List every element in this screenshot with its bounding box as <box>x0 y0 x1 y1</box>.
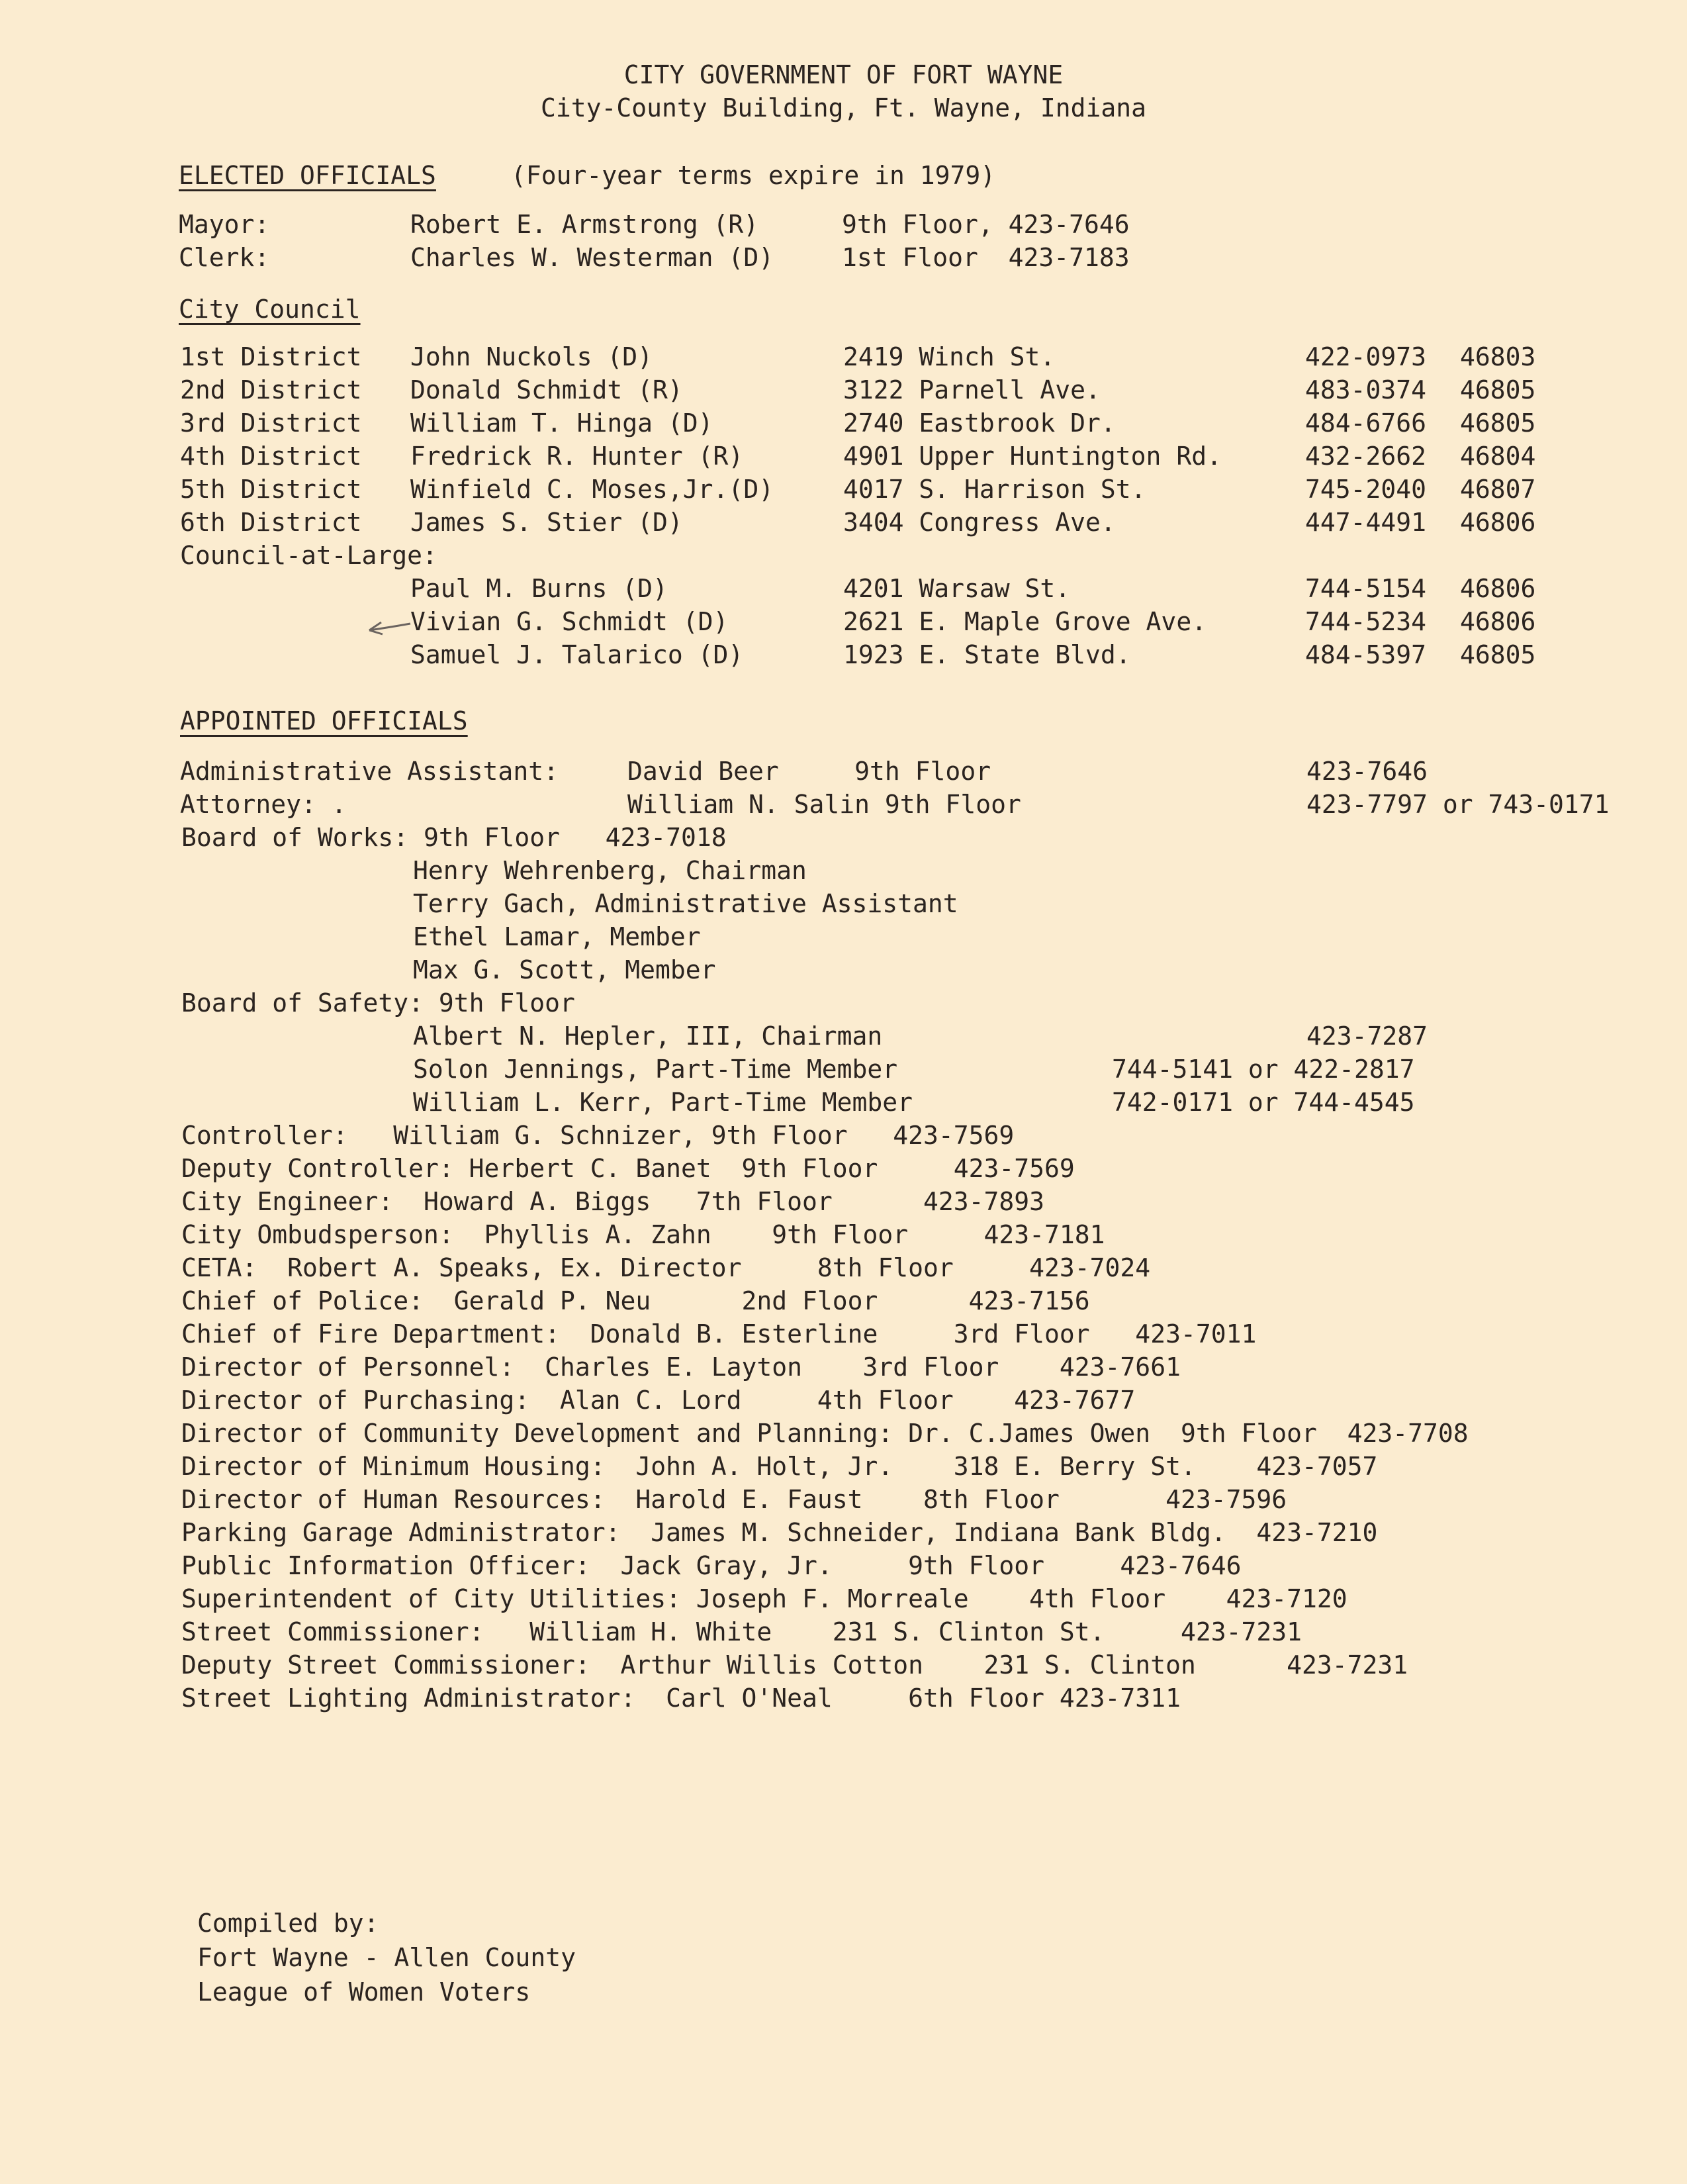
at-large-member-zip: 46805 <box>1460 640 1536 669</box>
board-of-works-member: Terry Gach, Administrative Assistant <box>413 889 958 918</box>
attorney-name: William N. Salin 9th Floor <box>627 790 1021 819</box>
official-line: CETA: Robert A. Speaks, Ex. Director 8th Floor 423-7024 <box>181 1253 1151 1282</box>
official-line: Parking Garage Administrator: James M. Schneider, Indiana Bank Bldg. 423-7210 <box>181 1518 1378 1547</box>
council-member-zip: 46806 <box>1460 508 1536 537</box>
board-of-safety-phone: 423-7287 <box>1306 1021 1428 1051</box>
board-of-works-member: Max G. Scott, Member <box>413 955 716 984</box>
at-large-member-address: 1923 E. State Blvd. <box>843 640 1131 669</box>
board-of-safety-line: Board of Safety: 9th Floor <box>181 988 575 1018</box>
board-of-safety-phone: 744-5141 or 422-2817 <box>1112 1055 1415 1084</box>
at-large-member-name: Vivian G. Schmidt (D) <box>410 607 729 636</box>
at-large-member-address: 4201 Warsaw St. <box>843 574 1071 603</box>
compiler-organization: League of Women Voters <box>197 1977 531 2007</box>
at-large-member-phone: 484-5397 <box>1305 640 1427 669</box>
official-line: Deputy Controller: Herbert C. Banet 9th Floor 423-7569 <box>181 1154 1075 1183</box>
council-member-address: 2740 Eastbrook Dr. <box>843 408 1116 438</box>
mayor-location: 9th Floor, 423-7646 <box>842 210 1130 239</box>
official-line: City Engineer: Howard A. Biggs 7th Floor 423-7893 <box>181 1187 1045 1216</box>
official-line: Director of Human Resources: Harold E. Faust 8th Floor 423-7596 <box>181 1485 1287 1514</box>
official-line: Public Information Officer: Jack Gray, Jr. 9th Floor 423-7646 <box>181 1551 1242 1580</box>
clerk-location: 1st Floor 423-7183 <box>842 243 1130 272</box>
board-of-safety-member: William L. Kerr, Part-Time Member <box>413 1088 913 1117</box>
at-large-member-address: 2621 E. Maple Grove Ave. <box>843 607 1207 636</box>
elected-heading: ELECTED OFFICIALS <box>179 161 436 190</box>
clerk-title: Clerk: <box>179 243 270 272</box>
council-district: 4th District <box>180 442 362 471</box>
compiled-by-label: Compiled by: <box>197 1909 379 1938</box>
council-member-zip: 46803 <box>1460 342 1536 371</box>
attorney-label: Attorney: . <box>180 790 347 819</box>
mayor-name: Robert E. Armstrong (R) <box>410 210 759 239</box>
council-district: 1st District <box>180 342 362 371</box>
council-district: 6th District <box>180 508 362 537</box>
official-line: Street Lighting Administrator: Carl O'Neal 6th Floor 423-7311 <box>181 1684 1181 1713</box>
admin-assistant-label: Administrative Assistant: <box>180 757 559 786</box>
at-large-member-name: Paul M. Burns (D) <box>410 574 668 603</box>
council-member-address: 4017 S. Harrison St. <box>843 475 1146 504</box>
pencil-arrow-mark <box>368 620 412 637</box>
council-member-name: Donald Schmidt (R) <box>410 375 683 404</box>
compiler-organization: Fort Wayne - Allen County <box>197 1943 576 1972</box>
council-member-address: 3404 Congress Ave. <box>843 508 1116 537</box>
at-large-member-phone: 744-5234 <box>1305 607 1427 636</box>
official-line: City Ombudsperson: Phyllis A. Zahn 9th Floor 423-7181 <box>181 1220 1105 1249</box>
official-line: Director of Community Development and Planning: Dr. C.James Owen 9th Floor 423-7708 <box>181 1419 1469 1448</box>
council-member-phone: 745-2040 <box>1305 475 1427 504</box>
official-line: Superintendent of City Utilities: Joseph F. Morreale 4th Floor 423-7120 <box>181 1584 1347 1613</box>
council-member-name: William T. Hinga (D) <box>410 408 713 438</box>
official-line: Controller: William G. Schnizer, 9th Floor 423-7569 <box>181 1121 1015 1150</box>
council-member-zip: 46807 <box>1460 475 1536 504</box>
admin-assistant-phone: 423-7646 <box>1306 757 1428 786</box>
council-member-phone: 484-6766 <box>1305 408 1427 438</box>
document-subtitle: City-County Building, Ft. Wayne, Indiana <box>540 93 1147 122</box>
board-of-safety-phone: 742-0171 or 744-4545 <box>1112 1088 1415 1117</box>
council-member-zip: 46804 <box>1460 442 1536 471</box>
council-at-large-label: Council-at-Large: <box>180 541 437 570</box>
official-line: Director of Purchasing: Alan C. Lord 4th Floor 423-7677 <box>181 1386 1136 1415</box>
official-line: Chief of Police: Gerald P. Neu 2nd Floor 423-7156 <box>181 1286 1090 1315</box>
council-heading: City Council <box>179 295 361 324</box>
at-large-member-name: Samuel J. Talarico (D) <box>410 640 744 669</box>
council-member-address: 4901 Upper Huntington Rd. <box>843 442 1222 471</box>
board-of-safety-member: Solon Jennings, Part-Time Member <box>413 1055 898 1084</box>
council-member-phone: 422-0973 <box>1305 342 1427 371</box>
board-of-safety-member: Albert N. Hepler, III, Chairman <box>413 1021 883 1051</box>
elected-note: (Four-year terms expire in 1979) <box>511 161 996 190</box>
clerk-name: Charles W. Westerman (D) <box>410 243 774 272</box>
admin-assistant-name: David Beer 9th Floor <box>627 757 991 786</box>
board-of-works-member: Henry Wehrenberg, Chairman <box>413 856 807 885</box>
council-member-address: 2419 Winch St. <box>843 342 1056 371</box>
official-line: Street Commissioner: William H. White 231 S. Clinton St. 423-7231 <box>181 1617 1302 1646</box>
at-large-member-zip: 46806 <box>1460 607 1536 636</box>
board-of-works-line: Board of Works: 9th Floor 423-7018 <box>181 823 727 852</box>
council-member-address: 3122 Parnell Ave. <box>843 375 1101 404</box>
official-line: Director of Personnel: Charles E. Layton 3rd Floor 423-7661 <box>181 1353 1181 1382</box>
council-district: 2nd District <box>180 375 362 404</box>
document-title: CITY GOVERNMENT OF FORT WAYNE <box>623 60 1064 89</box>
at-large-member-zip: 46806 <box>1460 574 1536 603</box>
official-line: Deputy Street Commissioner: Arthur Willis Cotton 231 S. Clinton 423-7231 <box>181 1650 1408 1680</box>
appointed-heading: APPOINTED OFFICIALS <box>180 706 468 736</box>
council-member-name: John Nuckols (D) <box>410 342 653 371</box>
council-member-zip: 46805 <box>1460 375 1536 404</box>
mayor-title: Mayor: <box>179 210 270 239</box>
at-large-member-phone: 744-5154 <box>1305 574 1427 603</box>
council-member-phone: 483-0374 <box>1305 375 1427 404</box>
council-member-name: Winfield C. Moses,Jr.(D) <box>410 475 774 504</box>
council-member-phone: 447-4491 <box>1305 508 1427 537</box>
board-of-works-member: Ethel Lamar, Member <box>413 922 701 951</box>
council-member-zip: 46805 <box>1460 408 1536 438</box>
official-line: Director of Minimum Housing: John A. Holt, Jr. 318 E. Berry St. 423-7057 <box>181 1452 1378 1481</box>
council-member-phone: 432-2662 <box>1305 442 1427 471</box>
council-district: 5th District <box>180 475 362 504</box>
council-district: 3rd District <box>180 408 362 438</box>
council-member-name: James S. Stier (D) <box>410 508 683 537</box>
council-member-name: Fredrick R. Hunter (R) <box>410 442 744 471</box>
attorney-phone: 423-7797 or 743-0171 <box>1306 790 1610 819</box>
official-line: Chief of Fire Department: Donald B. Esterline 3rd Floor 423-7011 <box>181 1319 1257 1349</box>
